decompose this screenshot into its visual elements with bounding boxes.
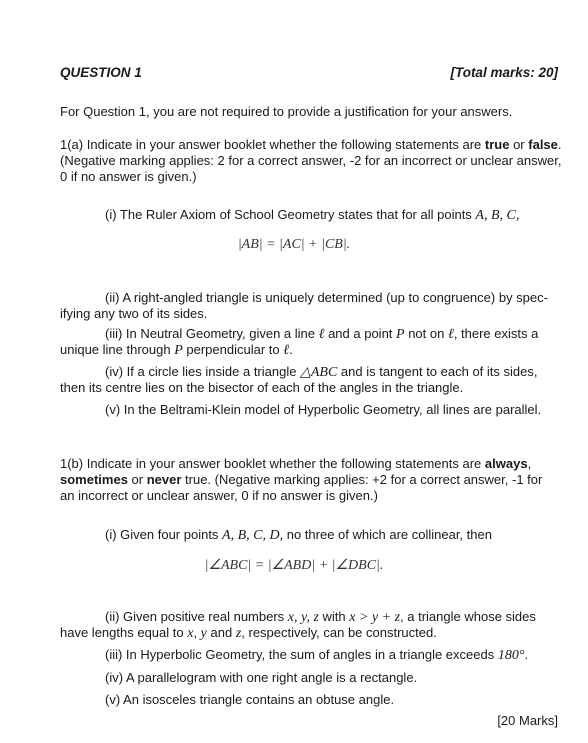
part-b-item-i-formula: |∠ABC| = |∠ABD| + |∠DBC|. [204, 558, 384, 573]
part-a-item-iv-line2: then its centre lies on the bisector of each of the angles in the triangle. [60, 380, 464, 395]
question-title: QUESTION 1 [60, 65, 142, 80]
keyword-true: true [484, 137, 510, 152]
part-b-instruction-line2: sometimes or never true. (Negative marking applies: +2 for a correct answer, -1 for [60, 472, 543, 487]
total-marks: [Total marks: 20] [450, 65, 558, 80]
section-marks: [20 Marks] [497, 713, 558, 728]
part-a-item-iv-line1: (iv) If a circle lies inside a triangle △ABC and is tangent to each of its sides, [105, 364, 538, 380]
intro-text: For Question 1, you are not required to provide a justification for your answers. [60, 104, 513, 119]
part-b-item-v: (v) An isosceles triangle contains an obtuse angle. [105, 692, 395, 707]
part-a-item-ii-line1: (ii) A right-angled triangle is uniquely determined (up to congruence) by spec- [105, 290, 548, 305]
part-a-item-i-formula: |AB| = |AC| + |CB|. [237, 237, 351, 252]
part-b-item-i: (i) Given four points A, B, C, D, no three of which are collinear, then [105, 527, 492, 543]
keyword-always: always [484, 456, 528, 471]
part-a-item-iii-line2: unique line through P perpendicular to ℓ. [60, 342, 293, 358]
part-b-instruction-line1: 1(b) Indicate in your answer booklet whether the following statements are always, [60, 456, 532, 471]
part-b-item-iii: (iii) In Hyperbolic Geometry, the sum of angles in a triangle exceeds 180°. [105, 647, 529, 663]
part-a-item-v: (v) In the Beltrami-Klein model of Hyperbolic Geometry, all lines are parallel. [105, 402, 542, 417]
part-b-instruction-line3: an incorrect or unclear answer, 0 if no answer is given.) [60, 488, 378, 503]
part-a-instruction-line3: 0 if no answer is given.) [60, 169, 197, 184]
part-a-instruction-line2: (Negative marking applies: 2 for a correct answer, -2 for an incorrect or unclear answer, [60, 153, 562, 168]
part-a-item-iii-line1: (iii) In Neutral Geometry, given a line ℓ and a point P not on ℓ, there exists a [105, 326, 539, 342]
part-b-item-iv: (iv) A parallelogram with one right angle is a rectangle. [105, 670, 418, 685]
keyword-never: never [146, 472, 182, 487]
part-a-instruction-line1: 1(a) Indicate in your answer booklet whether the following statements are true or false. [60, 137, 562, 152]
part-a-item-ii-line2: ifying any two of its sides. [60, 306, 208, 321]
part-b-item-ii-line1: (ii) Given positive real numbers x, y, z with x > y + z, a triangle whose sides [105, 609, 536, 625]
keyword-sometimes: sometimes [60, 472, 128, 487]
part-a-item-i: (i) The Ruler Axiom of School Geometry states that for all points A, B, C, [105, 207, 520, 223]
keyword-false: false [528, 137, 558, 152]
part-b-item-ii-line2: have lengths equal to x, y and z, respectively, can be constructed. [60, 625, 437, 641]
